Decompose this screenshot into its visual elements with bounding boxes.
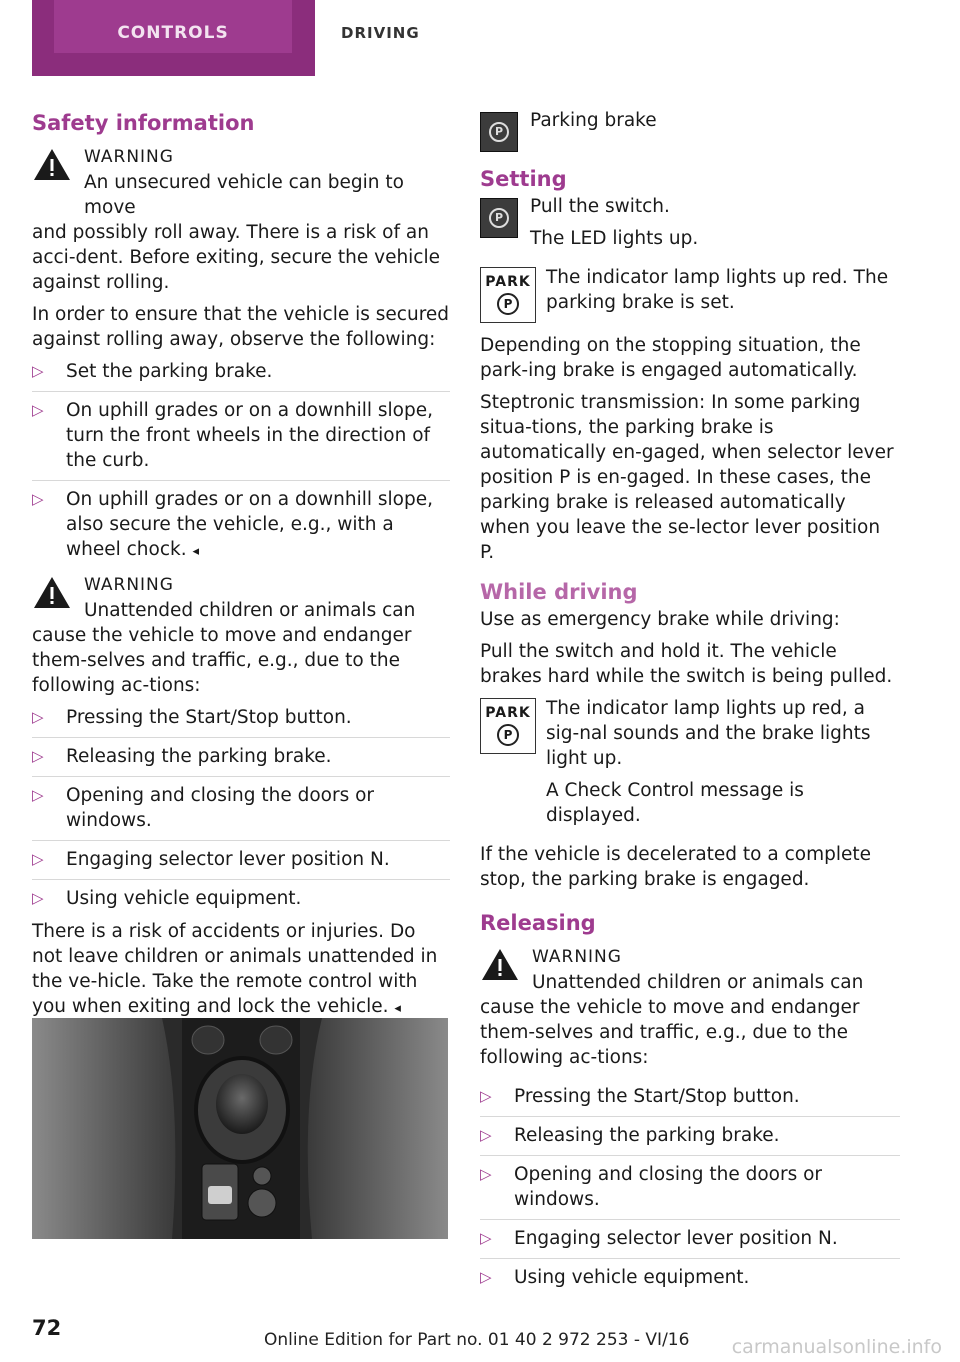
paragraph-depending: Depending on the stopping situation, the park-ing brake is engaged automatically. <box>480 335 861 381</box>
heading-setting: Setting <box>480 167 567 191</box>
bullet-list-2 <box>32 705 450 911</box>
list-item: ▷ Pressing the Start/Stop button. <box>480 1086 800 1107</box>
warning-text-first: An unsecured vehicle can begin to move <box>84 172 404 218</box>
watermark: carmanualsonline.info <box>731 1336 942 1358</box>
bullet-icon: ▷ <box>32 490 44 508</box>
warning-label: WARNING <box>532 947 622 967</box>
setting-led: The LED lights up. <box>530 228 699 249</box>
bullet-icon: ▷ <box>480 1229 492 1247</box>
end-mark: ◂ <box>192 544 200 559</box>
bullet-icon: ▷ <box>32 747 44 765</box>
warning-text-rest: and possibly roll away. There is a risk of an acci-dent. Before exiting, secure the vehicle against rolling. <box>32 222 441 293</box>
warning-block-2 <box>32 572 450 698</box>
park-indicator-icon: PARK P <box>480 698 536 754</box>
bullet-icon: ▷ <box>480 1087 492 1105</box>
bullet-icon: ▷ <box>32 786 44 804</box>
paragraph-risk: There is a risk of accidents or injuries. Do not leave children or animals unattended in the ve-hicle. Take the remote control with you when exiting and lock the vehicle. ◂ <box>32 921 438 1017</box>
warning-text-first: Unattended children or animals can <box>532 972 864 993</box>
warning-triangle-icon <box>480 947 520 983</box>
bullet-icon: ▷ <box>480 1268 492 1286</box>
list-item: ▷ Using vehicle equipment. <box>32 879 450 911</box>
warning-triangle-icon <box>32 575 72 611</box>
indicator-text-2: The indicator lamp lights up red, a sig-nal sounds and the brake lights light up. <box>546 698 871 769</box>
warning-label: WARNING <box>84 575 174 595</box>
end-mark: ◂ <box>394 1001 401 1016</box>
header-tab-driving: DRIVING <box>341 24 420 42</box>
paragraph-steptronic: Steptronic transmission: In some parking situa-tions, the parking brake is automatically en-gaged, when selector lever position P is en-gaged. In these cases, the parking brake is released automatically when you leave the se-lector lever position P. <box>480 392 894 563</box>
footer-edition: Online Edition for Part no. 01 40 2 972 253 - VI/16 <box>264 1330 690 1350</box>
indicator-row-2 <box>480 696 900 828</box>
check-control-text: A Check Control message is displayed. <box>546 780 804 826</box>
bullet-icon: ▷ <box>480 1126 492 1144</box>
park-indicator-icon: PARK P <box>480 267 536 323</box>
parking-brake-caption-row <box>480 108 900 154</box>
setting-pull: Pull the switch. <box>530 196 670 217</box>
list-item: ▷ On uphill grades or on a downhill slope, also secure the vehicle, e.g., with a wheel chock. ◂ <box>32 480 450 564</box>
parking-brake-button-icon: P <box>480 198 518 238</box>
paragraph-decelerated: If the vehicle is decelerated to a complete stop, the parking brake is engaged. <box>480 844 872 890</box>
bullet-list-1 <box>32 359 450 564</box>
list-item: ▷ Pressing the Start/Stop button. <box>32 707 352 728</box>
warning-label: WARNING <box>84 147 174 167</box>
header-tab-controls <box>32 0 315 76</box>
bullet-list-3 <box>480 1084 900 1290</box>
warning-text-first: Unattended children or animals can <box>84 600 416 621</box>
bullet-icon: ▷ <box>32 401 44 419</box>
bullet-icon: ▷ <box>480 1165 492 1183</box>
warning-block-3 <box>480 944 900 1070</box>
left-column <box>32 108 450 1085</box>
list-item: ▷ Releasing the parking brake. <box>32 737 450 769</box>
paragraph-secure: In order to ensure that the vehicle is secured against rolling away, observe the following: <box>32 304 450 350</box>
warning-block-1 <box>32 144 450 295</box>
warning-text-rest: cause the vehicle to move and endanger them-selves and traffic, e.g., due to the following ac-tions: <box>480 997 860 1068</box>
warning-text-rest: cause the vehicle to move and endanger them-selves and traffic, e.g., due to the following ac-tions: <box>32 625 412 696</box>
heading-releasing: Releasing <box>480 911 596 935</box>
heading-safety-information: Safety information <box>32 111 255 135</box>
paragraph-pull-hold: Pull the switch and hold it. The vehicle brakes hard while the switch is being pulled. <box>480 641 893 687</box>
center-console-photo <box>32 1018 448 1239</box>
heading-while-driving: While driving <box>480 580 638 604</box>
bullet-icon: ▷ <box>32 889 44 907</box>
list-item: ▷ Opening and closing the doors or windows. <box>32 776 450 833</box>
setting-row <box>480 194 900 251</box>
list-item: ▷ Using vehicle equipment. <box>480 1258 900 1290</box>
parking-brake-caption: Parking brake <box>530 110 657 131</box>
list-item: ▷ On uphill grades or on a downhill slope, turn the front wheels in the direction of the curb. <box>32 391 450 473</box>
list-item: ▷ Engaging selector lever position N. <box>480 1219 900 1251</box>
page-number: 72 <box>32 1316 62 1340</box>
tab-controls-label: CONTROLS <box>54 0 292 53</box>
list-item: ▷ Releasing the parking brake. <box>480 1116 900 1148</box>
bullet-icon: ▷ <box>32 850 44 868</box>
paragraph-emergency: Use as emergency brake while driving: <box>480 609 840 630</box>
indicator-text-1: The indicator lamp lights up red. The parking brake is set. <box>546 267 889 313</box>
warning-triangle-icon <box>32 147 72 183</box>
parking-brake-button-icon: P <box>480 112 518 152</box>
right-column <box>480 108 900 1298</box>
indicator-row-1 <box>480 265 900 325</box>
list-item: ▷ Set the parking brake. <box>32 361 273 382</box>
list-item: ▷ Opening and closing the doors or windows. <box>480 1155 900 1212</box>
bullet-icon: ▷ <box>32 708 44 726</box>
bullet-icon: ▷ <box>32 362 44 380</box>
list-item: ▷ Engaging selector lever position N. <box>32 840 450 872</box>
